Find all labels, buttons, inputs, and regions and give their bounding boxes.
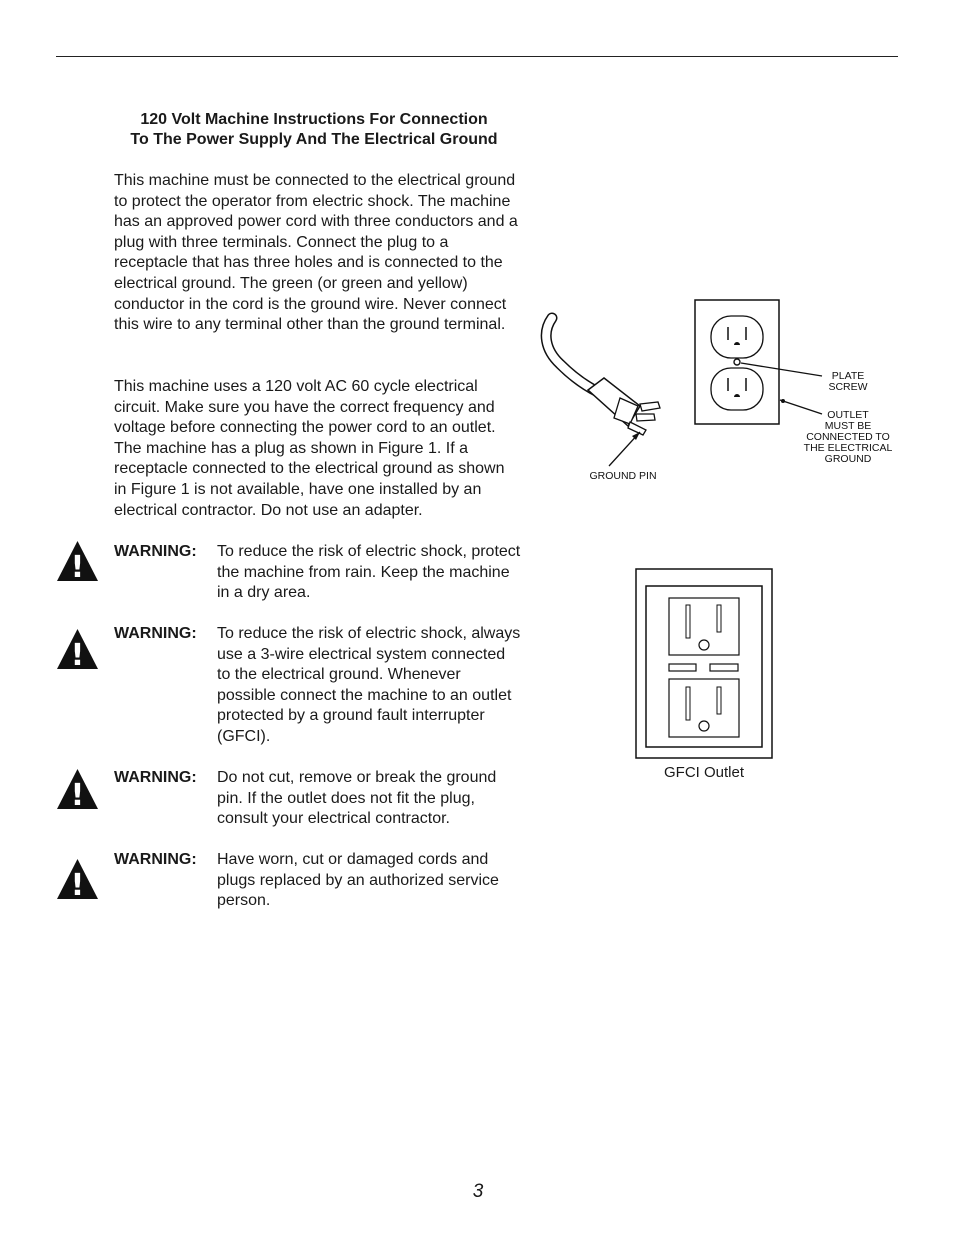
outlet-label-line2: MUST BE [824, 420, 872, 432]
warning-label: WARNING: [114, 543, 197, 560]
outlet-label-line1: OUTLET [827, 409, 869, 421]
svg-text:!: ! [70, 550, 85, 582]
warning-label: WARNING: [114, 625, 197, 642]
lower-receptacle [711, 368, 763, 410]
gfci-test-button [669, 664, 696, 671]
heading-line-2: To The Power Supply And The Electrical Ground [130, 131, 498, 148]
plate-label-line2: SCREW [828, 381, 868, 393]
outlet-label-line4: THE ELECTRICAL [803, 442, 893, 454]
warning-text: Have worn, cut or damaged cords and plugs replaced by an authorized service person. [217, 851, 499, 910]
plate-label-line1: PLATE [831, 370, 865, 382]
heading-line-1: 120 Volt Machine Instructions For Connection [140, 111, 488, 128]
svg-text:!: ! [70, 778, 85, 810]
warning-label: WARNING: [114, 769, 197, 786]
svg-text:!: ! [70, 868, 85, 900]
voltage-paragraph: This machine uses a 120 volt AC 60 cycle electrical circuit. Make sure you have the correct frequency and voltage before connecting the power cord to an outlet. The machine has a plug as shown in Figure 1. If a receptacle connected to the electrical ground as shown in Figure 1 is not available, have one installed by an electrical contractor. Do not use an adapter. [114, 378, 505, 519]
page-number: 3 [472, 1181, 484, 1202]
ground-pin-label: GROUND PIN [589, 470, 657, 482]
warning-triangle-icon [56, 858, 99, 900]
upper-receptacle [711, 316, 763, 358]
warning-text: To reduce the risk of electric shock, always use a 3-wire electrical system connected to the electrical ground. Whenever possible connect the machine to an outlet protected by a ground fault interrupter (GFCI). [217, 625, 521, 745]
svg-text:!: ! [70, 638, 85, 670]
plate-screw-icon [734, 359, 740, 365]
warning-label: WARNING: [114, 851, 197, 868]
warning-text: Do not cut, remove or break the ground pin. If the outlet does not fit the plug, consult your electrical contractor. [217, 769, 497, 828]
gfci-caption: GFCI Outlet [663, 764, 745, 781]
warning-text: To reduce the risk of electric shock, protect the machine from rain. Keep the machine in a dry area. [217, 543, 521, 602]
outlet-label-line5: GROUND [824, 453, 872, 465]
gfci-reset-button [710, 664, 738, 671]
outlet-label-line3: CONNECTED TO [806, 431, 890, 443]
grounding-paragraph: This machine must be connected to the electrical ground to protect the operator from electric shock. The machine has an approved power cord with three conductors and a plug with three terminals. Connect the plug to a receptacle that has three holes and is connected to the electrical ground. The green (or green and yellow) conductor in the cord is the ground wire. Never connect this wire to any terminal other than the ground terminal. [114, 172, 518, 334]
